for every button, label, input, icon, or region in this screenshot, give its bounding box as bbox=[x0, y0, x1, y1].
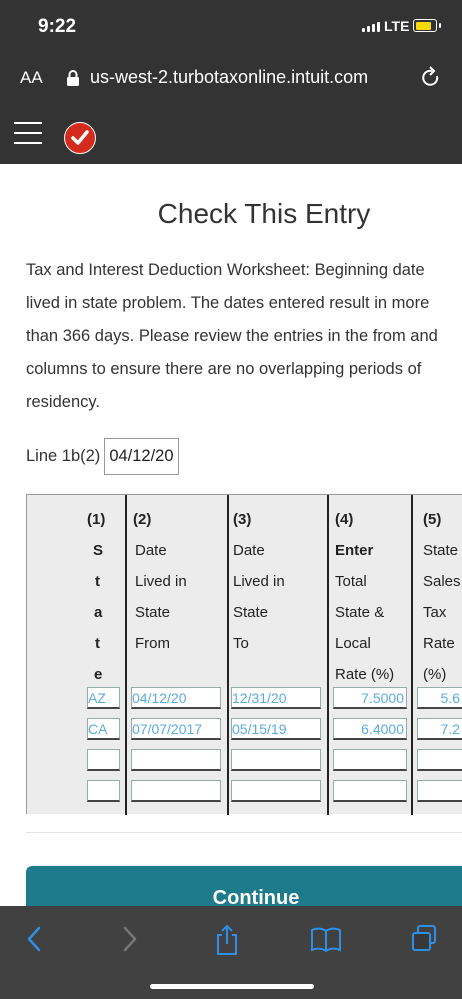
date-to-field[interactable] bbox=[231, 749, 321, 771]
column-divider bbox=[327, 495, 329, 815]
home-indicator bbox=[150, 984, 314, 989]
signal-icon bbox=[362, 22, 380, 32]
tabs-icon[interactable] bbox=[410, 924, 438, 959]
sales-rate-field[interactable] bbox=[417, 780, 462, 802]
page-content bbox=[0, 164, 462, 906]
total-rate-field[interactable]: 6.4000 bbox=[333, 718, 407, 740]
message-line: residency. bbox=[26, 393, 100, 411]
address-bar[interactable] bbox=[0, 56, 462, 100]
date-to-field[interactable]: 12/31/20 bbox=[231, 687, 321, 709]
date-from-field[interactable] bbox=[131, 780, 221, 802]
column-divider bbox=[125, 495, 127, 815]
network-type: LTE bbox=[384, 18, 410, 34]
bookmarks-icon[interactable] bbox=[310, 924, 342, 959]
back-icon[interactable] bbox=[22, 924, 46, 959]
total-rate-field[interactable] bbox=[333, 749, 407, 771]
date-to-field[interactable]: 05/15/19 bbox=[231, 718, 321, 740]
message-line: than 366 days. Please review the entries in the from and bbox=[26, 327, 438, 345]
line-value-field[interactable]: 04/12/20 bbox=[104, 438, 178, 475]
reload-icon[interactable] bbox=[420, 66, 442, 95]
state-field[interactable]: CA bbox=[87, 718, 120, 740]
status-bar bbox=[0, 0, 462, 56]
message-line: lived in state problem. The dates entered result in more bbox=[26, 294, 430, 312]
battery-icon bbox=[413, 19, 437, 32]
state-field[interactable] bbox=[87, 749, 120, 771]
line-entry bbox=[26, 438, 179, 475]
date-from-field[interactable] bbox=[131, 749, 221, 771]
share-icon[interactable] bbox=[214, 924, 240, 961]
column-divider bbox=[411, 495, 413, 815]
column-divider bbox=[227, 495, 229, 815]
worksheet-grid: (1) S t a t e (2) Date Lived in State From (3) Date Lived in State To (4) Enter Total State & Local Rate (%) (5) State Sales Tax Rate (%) AZ 04/12/20 12/31/20 7.5000 5.6 CA 07/07/2017 05/15/19 6.4000 7.2 bbox=[26, 494, 462, 814]
total-rate-field[interactable]: 7.5000 bbox=[333, 687, 407, 709]
error-message bbox=[26, 254, 462, 419]
app-header bbox=[0, 100, 462, 164]
text-size-button[interactable]: AA bbox=[20, 68, 43, 87]
date-from-field[interactable]: 04/12/20 bbox=[131, 687, 221, 709]
sales-rate-field[interactable]: 5.6 bbox=[417, 687, 462, 709]
lock-icon bbox=[66, 69, 80, 92]
sales-rate-field[interactable] bbox=[417, 749, 462, 771]
message-line: columns to ensure there are no overlapping periods of bbox=[26, 360, 422, 378]
continue-button[interactable]: Continue bbox=[26, 866, 462, 906]
page-title: Check This Entry bbox=[157, 198, 371, 229]
sales-rate-field[interactable]: 7.2 bbox=[417, 718, 462, 740]
menu-icon[interactable] bbox=[14, 122, 42, 144]
checkmark-logo-icon[interactable] bbox=[64, 122, 96, 154]
line-label: Line 1b(2) bbox=[26, 447, 101, 465]
forward-icon[interactable] bbox=[118, 924, 142, 959]
message-line: Tax and Interest Deduction Worksheet: Beginning date bbox=[26, 261, 425, 279]
date-from-field[interactable]: 07/07/2017 bbox=[131, 718, 221, 740]
divider bbox=[26, 832, 462, 833]
url-text[interactable]: us-west-2.turbotaxonline.intuit.com bbox=[90, 67, 369, 87]
date-to-field[interactable] bbox=[231, 780, 321, 802]
total-rate-field[interactable] bbox=[333, 780, 407, 802]
state-field[interactable]: AZ bbox=[87, 687, 120, 709]
status-time: 9:22 bbox=[38, 16, 77, 37]
state-field[interactable] bbox=[87, 780, 120, 802]
